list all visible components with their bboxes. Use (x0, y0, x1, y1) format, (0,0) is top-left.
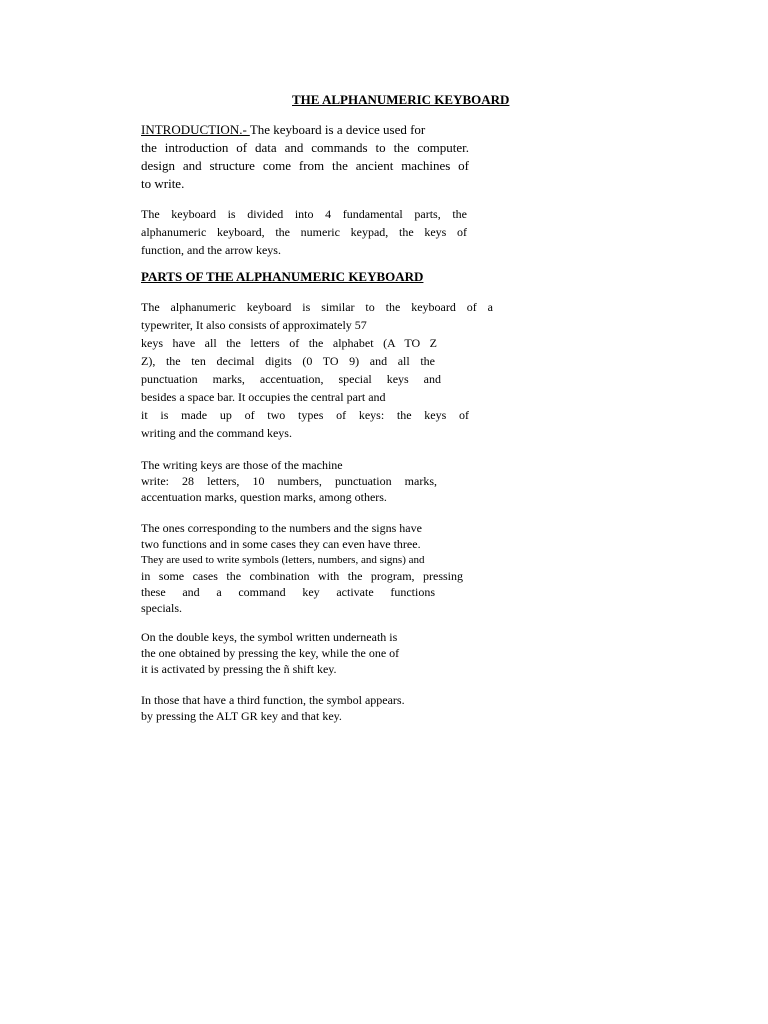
paragraph-line: by pressing the ALT GR key and that key. (141, 709, 342, 723)
paragraph-line: it is activated by pressing the ñ shift key. (141, 662, 337, 676)
writing-keys-paragraph (141, 457, 437, 505)
alphanumeric-description-paragraph (141, 298, 493, 442)
intro-paragraph (141, 121, 469, 193)
paragraph-line: specials. (141, 601, 182, 615)
paragraph-line: alphanumeric keyboard, the numeric keypad, the keys of (141, 225, 467, 239)
paragraph-line: function, and the arrow keys. (141, 243, 281, 257)
paragraph-line: The alphanumeric keyboard is similar to the keyboard of a (141, 300, 493, 314)
paragraph-line: it is made up of two types of keys: the keys of (141, 408, 469, 422)
paragraph-line: In those that have a third function, the symbol appears. (141, 693, 405, 707)
paragraph-line: writing and the command keys. (141, 426, 292, 440)
paragraph-line: write: 28 letters, 10 numbers, punctuation marks, (141, 474, 437, 488)
paragraph-line: typewriter, It also consists of approximately 57 (141, 318, 367, 332)
paragraph-line: They are used to write symbols (letters, numbers, and signs) and (141, 554, 425, 566)
numbers-signs-paragraph (141, 520, 463, 616)
intro-line-1-text: The keyboard is a device used for (249, 122, 426, 137)
intro-line-1 (141, 121, 469, 139)
parts-overview-paragraph (141, 205, 467, 259)
paragraph-line: accentuation marks, question marks, among others. (141, 490, 387, 504)
paragraph-line: two functions and in some cases they can even have three. (141, 537, 421, 551)
paragraph-line: these and a command key activate functions (141, 585, 435, 599)
document-title: THE ALPHANUMERIC KEYBOARD (292, 92, 510, 107)
intro-line-2: the introduction of data and commands to the computer. (141, 140, 469, 155)
paragraph-line: Z), the ten decimal digits (0 TO 9) and all the (141, 354, 435, 368)
double-keys-paragraph (141, 629, 399, 677)
paragraph-line: On the double keys, the symbol written underneath is (141, 630, 398, 644)
intro-line-3: design and structure come from the ancient machines of (141, 158, 469, 173)
paragraph-line: punctuation marks, accentuation, special keys and (141, 372, 441, 386)
paragraph-line: The keyboard is divided into 4 fundamental parts, the (141, 207, 467, 221)
intro-label: INTRODUCTION.- (141, 122, 250, 137)
paragraph-line: in some cases the combination with the program, pressing (141, 569, 463, 583)
paragraph-line: The writing keys are those of the machine (141, 458, 343, 472)
paragraph-line: the one obtained by pressing the key, while the one of (141, 646, 400, 660)
intro-line-4: to write. (141, 176, 185, 191)
section-heading: PARTS OF THE ALPHANUMERIC KEYBOARD (141, 269, 424, 284)
paragraph-line: besides a space bar. It occupies the central part and (141, 390, 386, 404)
third-function-paragraph (141, 692, 405, 724)
paragraph-line: keys have all the letters of the alphabet (A TO Z (141, 336, 437, 350)
paragraph-line: The ones corresponding to the numbers and the signs have (141, 521, 422, 535)
